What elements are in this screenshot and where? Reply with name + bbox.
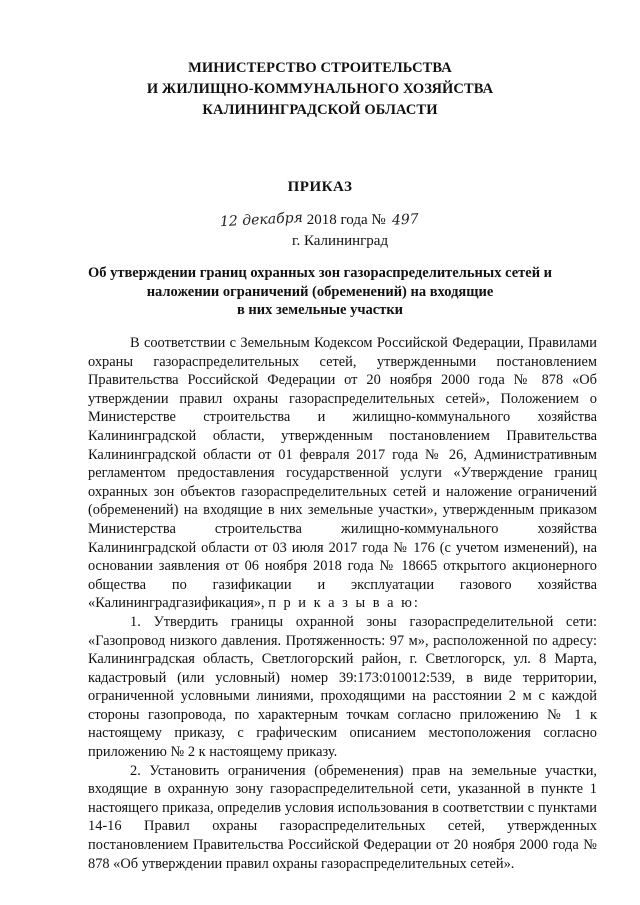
order-item-1: 1. Утвердить границы охранной зоны газораспределительной сети: «Газопровод низкого давления. Протяженность: 97 м», расположенной по адресу: Калининградская область, Светлогорский район, г. Светлогорск, ул. 8 Марта, кадастровый (или условный) номер 39:173:010012:539, в виде территории, ограниченной условными линиями, проходящими на расстоянии 2 м с каждой стороны газопровода, по характерным точкам согласно приложению № 1 к настоящему приказу, с графическим описанием местоположения согласно приложению № 2 к настоящему приказу. [88, 613, 597, 761]
document-type: ПРИКАЗ [287, 179, 353, 195]
printed-date: 2018 года № [306, 212, 386, 228]
preamble-text: В соответствии с Земельным Кодексом Российской Федерации, Правилами охраны газораспределительных сетей, утвержденными постановлением Правительства Российской Федерации от 20 ноября 2000 года № 878 «Об утверждении правил охраны газораспределительных сетей», Положением о Министерстве строительства и жилищно-коммунального хозяйства Калининградской области, утвержденным постановлением Правительства Калининградской области от 01 февраля 2017 года № 26, Административным регламентом предоставления государственной услуги «Утверждение границ охранных зон объектов газораспределительных сетей и наложение ограничений (обременений) на входящие в них земельные участки», утвержденным приказом Министерства строительства жилищно-коммунального хозяйства Калининградской области от 03 июля 2017 года № 176 (с учетом изменений), на основании заявления от 06 ноября 2018 года № 18665 открытого акционерного общества по газификации и эксплуатации газового хозяйства «Калининградгазификация», [88, 335, 597, 612]
document-title [0, 264, 640, 320]
title-line: Об утверждении границ охранных зон газораспределительных сетей и [87, 265, 553, 281]
document-city: г. Калининград [292, 233, 389, 249]
preamble-paragraph [88, 334, 597, 613]
title-line: в них земельные участки [236, 302, 404, 318]
title-line: наложении ограничений (обременений) на входящие [146, 283, 494, 300]
order-item-2: 2. Установить ограничения (обременения) прав на земельные участки, входящие в охранную зону газораспределительной сети, указанной в пункте 1 настоящего приказа, определив условия использования в соответствии с пунктами 14-16 Правил охраны газораспределительных сетей, утвержденных постановлением Правительства Российской Федерации от 20 ноября 2000 года № 878 «Об утверждении правил охраны газораспределительных сетей». [88, 762, 597, 872]
document-date-line [219, 209, 480, 234]
ministry-line: КАЛИНИНГРАДСКОЙ ОБЛАСТИ [202, 102, 438, 118]
document-body [88, 334, 597, 873]
ministry-line: И ЖИЛИЩНО-КОММУНАЛЬНОГО ХОЗЯЙСТВА [146, 81, 494, 97]
order-word: п р и к а з ы в а ю: [268, 595, 420, 612]
handwritten-date: 12 декабря [219, 209, 304, 231]
handwritten-number: 497 [392, 211, 420, 229]
ministry-line: МИНИСТЕРСТВО СТРОИТЕЛЬСТВА [188, 60, 452, 76]
ministry-header [0, 58, 640, 121]
